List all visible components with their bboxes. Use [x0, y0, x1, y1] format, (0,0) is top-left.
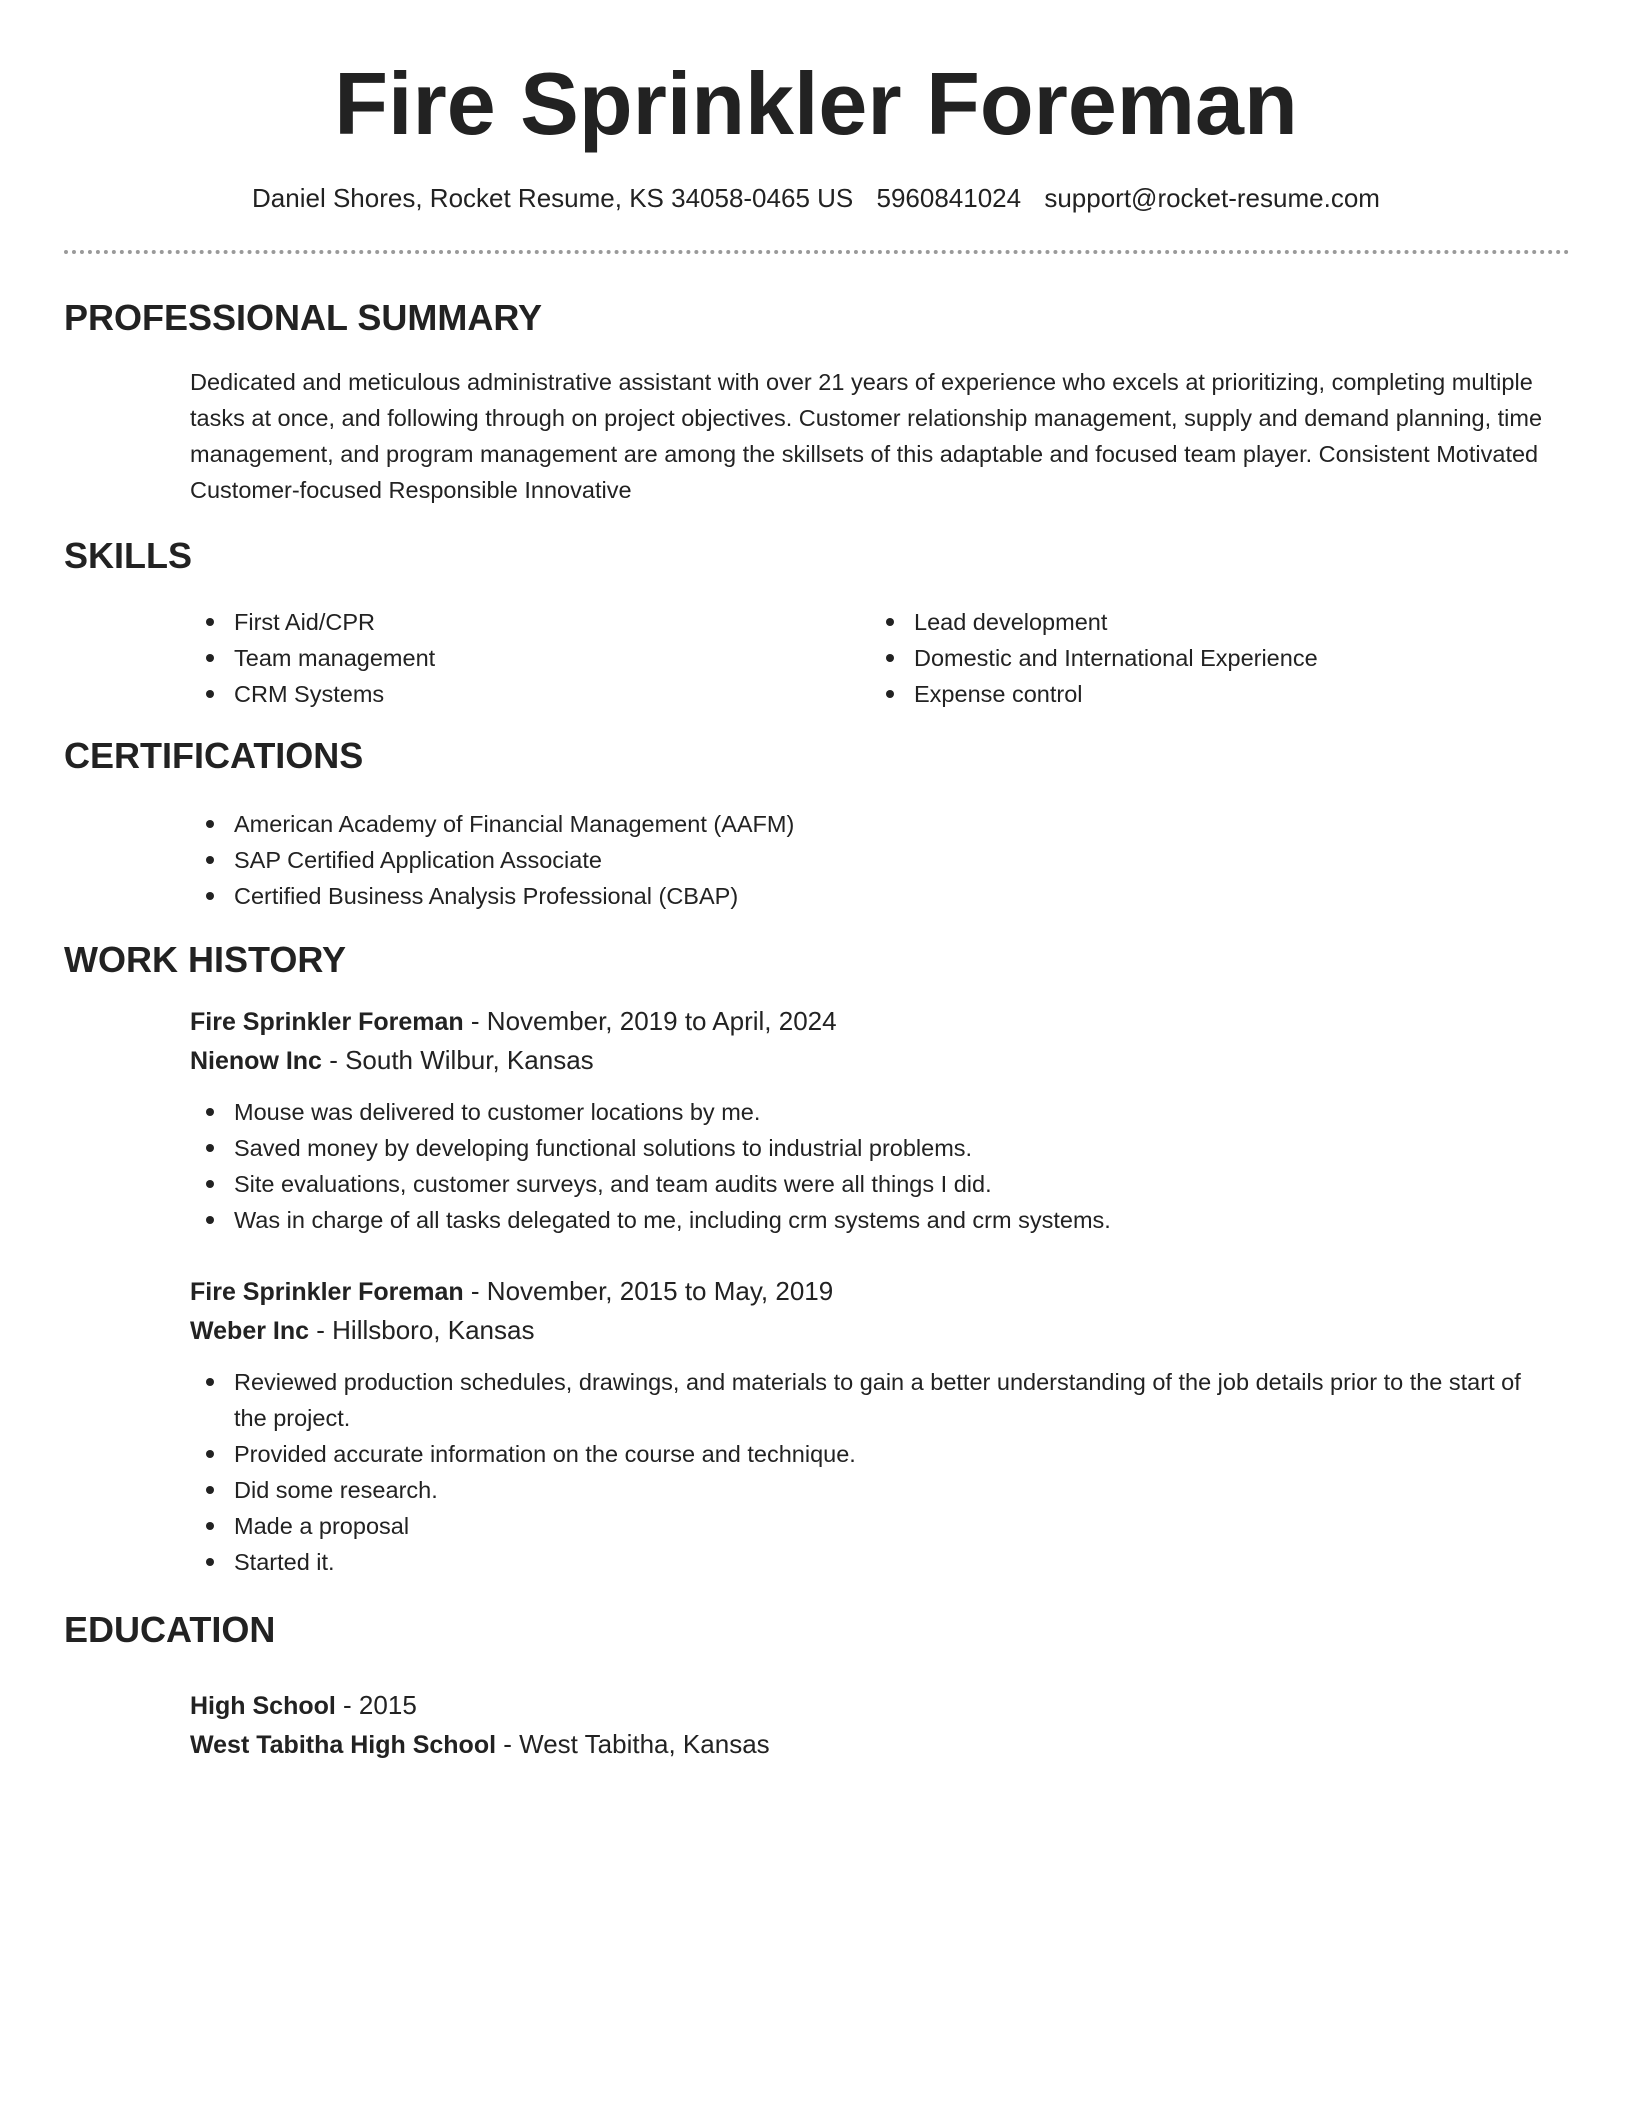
contact-address: Daniel Shores, Rocket Resume, KS 34058-0465 US: [252, 183, 854, 213]
job-location: - South Wilbur, Kansas: [321, 1045, 594, 1075]
job-duties-list: [190, 1094, 1570, 1238]
skill-item: Expense control: [870, 676, 1550, 712]
certifications-list: [190, 806, 1570, 914]
skill-item: CRM Systems: [190, 676, 870, 712]
summary-text: Dedicated and meticulous administrative assistant with over 21 years of experience who excels at prioritizing, completing multiple tasks at once, and following through on project objectives. Customer relationship management, supply and demand planning, time management, and program management are among the skillsets of this adaptable and focused team player. Consistent Motivated Customer-focused Responsible Innovative: [190, 369, 1543, 503]
job-duty-item: Made a proposal: [190, 1508, 1530, 1544]
job-duty-item: Site evaluations, customer surveys, and team audits were all things I did.: [190, 1166, 1530, 1202]
job-title: Fire Sprinkler Foreman: [190, 1278, 464, 1306]
job-duty-item: Mouse was delivered to customer locations by me.: [190, 1094, 1530, 1130]
contact-phone: 5960841024: [876, 183, 1022, 213]
job-duty-item: Reviewed production schedules, drawings, and materials to gain a better understanding of the job details prior to the start of the project.: [190, 1364, 1530, 1436]
education-heading: EDUCATION: [64, 1609, 276, 1650]
education-entry: [190, 1686, 1570, 1764]
education-degree: High School: [190, 1692, 336, 1720]
skill-item: First Aid/CPR: [190, 604, 870, 640]
job-duty-item: Did some research.: [190, 1472, 1530, 1508]
job-entry: [190, 1272, 1570, 1580]
contact-email: support@rocket-resume.com: [1044, 183, 1380, 213]
certification-item: American Academy of Financial Management (AAFM): [190, 806, 1570, 842]
job-company-line: [190, 1311, 1570, 1350]
education-degree-line: [190, 1686, 1570, 1725]
skills-list-right: [870, 604, 1550, 712]
job-title-line: [190, 1002, 1570, 1041]
job-duty-item: Provided accurate information on the course and technique.: [190, 1436, 1530, 1472]
job-title: Fire Sprinkler Foreman: [190, 1008, 464, 1036]
job-duties-list: [190, 1364, 1570, 1580]
work-history-heading: WORK HISTORY: [64, 939, 347, 980]
skills-heading: SKILLS: [64, 535, 193, 576]
skill-item: Domestic and International Experience: [870, 640, 1550, 676]
job-dates: - November, 2019 to April, 2024: [463, 1006, 837, 1036]
education-location: - West Tabitha, Kansas: [496, 1729, 770, 1759]
job-company: Weber Inc: [190, 1317, 310, 1345]
skill-item: Team management: [190, 640, 870, 676]
job-location: - Hillsboro, Kansas: [309, 1315, 535, 1345]
certification-item: SAP Certified Application Associate: [190, 842, 1570, 878]
certifications-heading: CERTIFICATIONS: [64, 735, 364, 776]
job-company-line: [190, 1041, 1570, 1080]
education-school-line: [190, 1725, 1570, 1764]
job-entry: [190, 1002, 1570, 1238]
job-company: Nienow Inc: [190, 1047, 322, 1075]
skill-item: Lead development: [870, 604, 1550, 640]
certification-item: Certified Business Analysis Professional (CBAP): [190, 878, 1570, 914]
contact-line: [0, 180, 1632, 216]
job-duty-item: Started it.: [190, 1544, 1530, 1580]
job-dates: - November, 2015 to May, 2019: [463, 1276, 834, 1306]
education-year: - 2015: [335, 1690, 417, 1720]
header-divider: [64, 250, 1570, 254]
job-title-line: [190, 1272, 1570, 1311]
job-duty-item: Saved money by developing functional solutions to industrial problems.: [190, 1130, 1530, 1166]
summary-heading: PROFESSIONAL SUMMARY: [64, 297, 543, 338]
education-school: West Tabitha High School: [190, 1731, 497, 1759]
skills-list-left: [190, 604, 870, 712]
job-duty-item: Was in charge of all tasks delegated to me, including crm systems and crm systems.: [190, 1202, 1530, 1238]
resume-title: Fire Sprinkler Foreman: [334, 54, 1298, 153]
